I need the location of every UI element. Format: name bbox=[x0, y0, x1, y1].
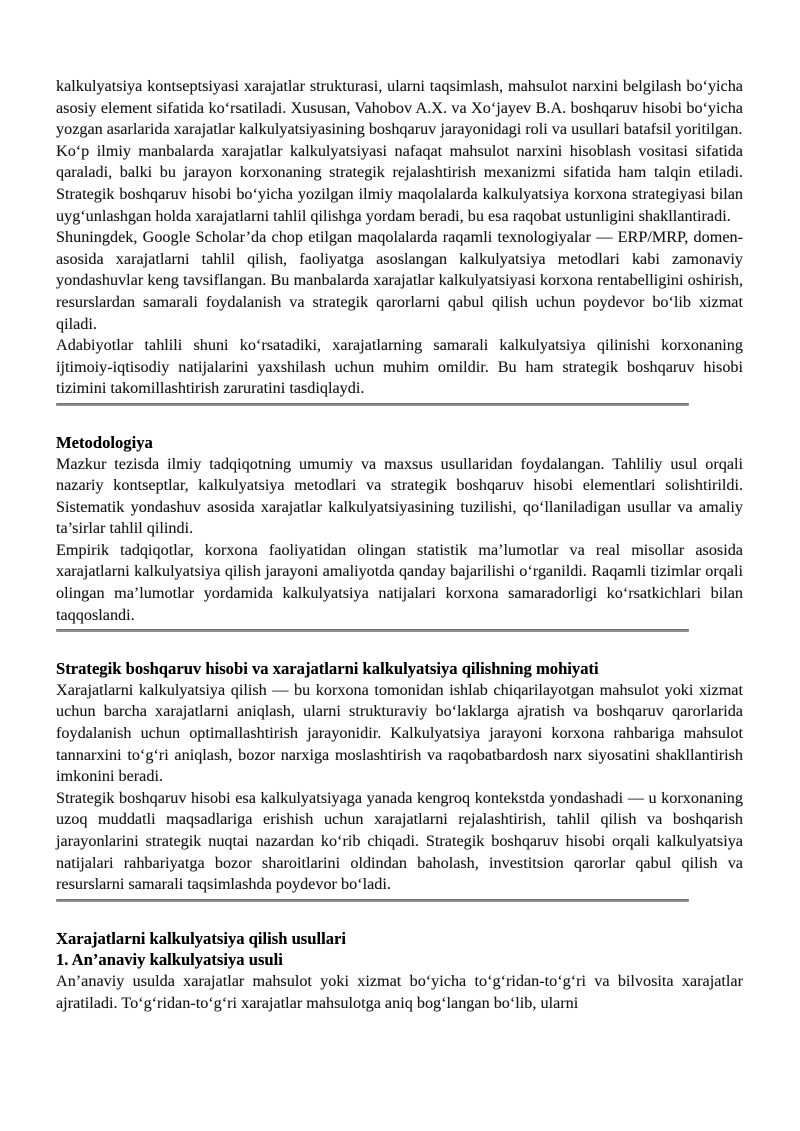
section-heading-strategik-mohiyati: Strategik boshqaruv hisobi va xarajatlarni kalkulyatsiya qilishning mohiyati bbox=[56, 659, 599, 679]
essence-section bbox=[56, 658, 743, 902]
body-paragraph: Adabiyotlar tahlili shuni ko‘rsatadiki, xarajatlarning samarali kalkulyatsiya qilinishi korxonaning ijtimoiy-iqtisodiy natijalarini yaxshilash uchun muhim omildir. Bu ham strategik boshqaruv hisobi tizimini takomillashtirish zaruratini tasdiqlaydi. bbox=[56, 336, 743, 398]
methodology-section bbox=[56, 432, 743, 632]
body-paragraph: kalkulyatsiya kontseptsiyasi xarajatlar strukturasi, ularni taqsimlash, mahsulot narxini belgilash bo‘yicha asosiy element sifatida ko‘rsatiladi. Xususan, Vahobov A.X. va Xo‘jayev B.A. boshqaruv hisobi bo‘yicha yozgan asarlarida xarajatlar kalkulyatsiyasining boshqaruv jarayonidagi roli va usullari batafsil yoritilgan. bbox=[56, 77, 743, 139]
body-paragraph: Xarajatlarni kalkulyatsiya qilish — bu korxona tomonidan ishlab chiqarilayotgan mahsulot yoki xizmat uchun barcha xarajatlarni aniqlash, ularni strukturaviy bo‘laklarga ajratish va boshqaruv qarorlarida foydalanish uchun optimallashtirish jarayonidir. Kalkulyatsiya jarayoni korxona rahbariga mahsulot tannarxini to‘g‘ri aniqlash, bozor narxiga moslashtirish va raqobatbardosh narx siyosatini shakllantirish imkonini beradi. bbox=[56, 680, 743, 786]
section-divider bbox=[56, 629, 689, 632]
body-paragraph: Strategik boshqaruv hisobi esa kalkulyatsiyaga yanada kengroq kontekstda yondashadi — u korxonaning uzoq muddatli maqsadlariga erishish uchun xarajatlarni rejalashtirish, tahlil qilish va boshqarish jarayonlarini strategik nuqtai nazardan ko‘rib chiqadi. Strategik boshqaruv hisobi orqali kalkulyatsiya natijalari rahbariyatga bozor sharoitlarini oldindan baholash, investitsion qarorlar qabul qilish va resurslarni samarali taqsimlashda poydevor bo‘ladi. bbox=[56, 788, 743, 894]
body-paragraph: Ko‘p ilmiy manbalarda xarajatlar kalkulyatsiyasi nafaqat mahsulot narxini hisoblash vositasi sifatida qaraladi, balki bu jarayon korxonaning strategik rejalashtirish mexanizmi sifatida ham talqin etiladi. Strategik boshqaruv hisobi bo‘yicha yozilgan ilmiy maqolalarda kalkulyatsiya korxona strategiyasi bilan uyg‘unlashgan holda xarajatlarni tahlil qilishga yordam beradi, bu esa raqobat ustunligini shakllantiradi. bbox=[56, 141, 743, 225]
body-paragraph: Mazkur tezisda ilmiy tadqiqotning umumiy va maxsus usullaridan foydalangan. Tahliliy usul orqali nazariy kontseptlar, kalkulyatsiya metodlari va strategik boshqaruv hisobi elementlari solishtirildi. Sistematik yondashuv asosida xarajatlar kalkulyatsiyasining tuzilishi, qo‘llaniladigan usullar va amaliy ta’sirlar tahlil qilindi. bbox=[56, 454, 743, 538]
section-heading-usullari: Xarajatlarni kalkulyatsiya qilish usullari bbox=[56, 928, 346, 948]
calculation-methods-section bbox=[56, 928, 743, 1014]
section-divider bbox=[56, 403, 689, 406]
body-paragraph: Shuningdek, Google Scholar’da chop etilgan maqolalarda raqamli texnologiyalar — ERP/MRP, domen-asosida xarajatlarni tahlil qilish, faoliyatga asoslangan kalkulyatsiya metodlari kabi zamonaviy yondashuvlar keng tavsiflangan. Bu manbalarda xarajatlar kalkulyatsiyasi korxona rentabelligini oshirish, resurslardan samarali foydalanish va strategik qarorlarni qabul qilish uchun poydevor bo‘lib xizmat qiladi. bbox=[56, 228, 743, 333]
section-heading-metodologiya: Metodologiya bbox=[56, 432, 153, 452]
section-divider bbox=[56, 899, 689, 902]
subsection-heading-ananaviy-usul: 1. An’anaviy kalkulyatsiya usuli bbox=[56, 950, 283, 970]
body-paragraph: Empirik tadqiqotlar, korxona faoliyatidan olingan statistik ma’lumotlar va real misollar asosida xarajatlarni kalkulyatsiya qilish jarayoni amaliyotda qanday bajarilishi o‘rganildi. Raqamli tizimlar orqali olingan ma’lumotlar yordamida kalkulyatsiya natijalari korxona samaradorligi ko‘rsatkichlari bilan taqqoslandi. bbox=[56, 540, 743, 624]
literature-review-section bbox=[56, 76, 743, 406]
body-paragraph: An’anaviy usulda xarajatlar mahsulot yoki xizmat bo‘yicha to‘g‘ridan-to‘g‘ri va bilvosita xarajatlar ajratiladi. To‘g‘ridan-to‘g‘ri xarajatlar mahsulotga aniq bog‘langan bo‘lib, ularni bbox=[56, 971, 743, 1012]
